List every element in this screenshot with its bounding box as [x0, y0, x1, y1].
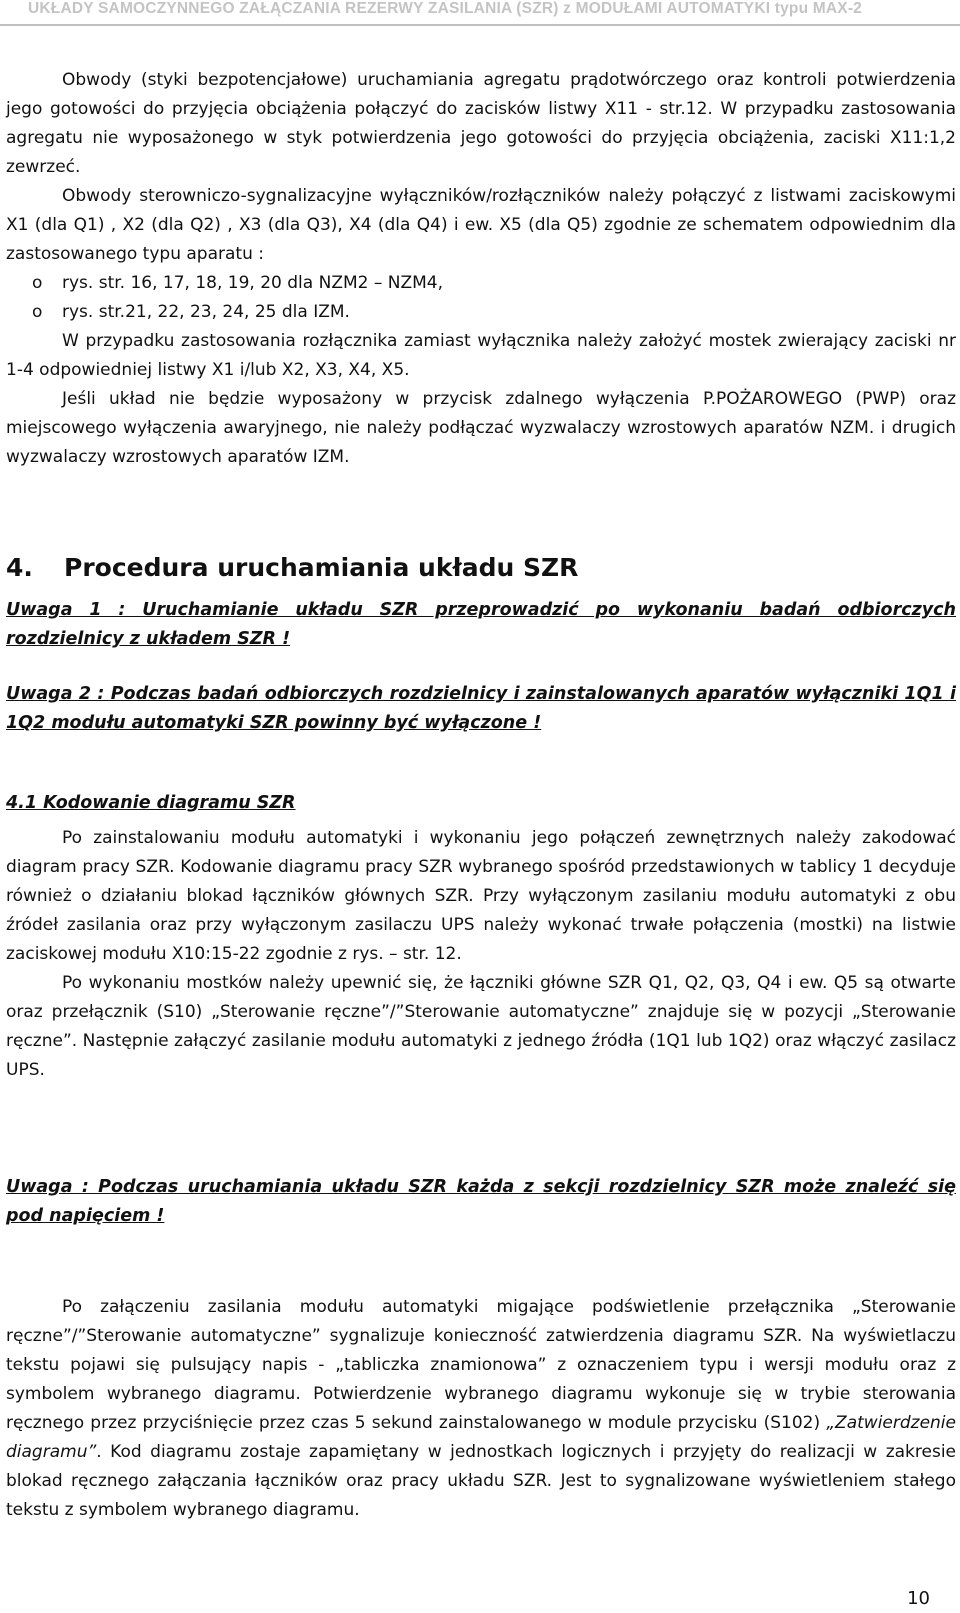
- bullet-marker: o: [32, 273, 43, 293]
- list-item: [6, 269, 956, 298]
- paragraph-text: Po załączeniu zasilania modułu automatyki migające podświetlenie przełącznika „Sterowanie ręczne”/”Sterowanie automatyczne” sygnalizuje konieczność zatwierdzenia diagramu SZR. Na wyświetlaczu tekstu pojawi się pulsujący napis - „tabliczka znamionowa” z oznaczeniem typu i wersji modułu oraz z symbolem wybranego diagramu. Potwierdzenie wybranego diagramu wykonuje się w trybie sterowania ręcznego przez przyciśnięcie przez czas 5 sekund zainstalowanego w module przycisku (S102): [6, 1297, 956, 1433]
- page-header: [0, 0, 960, 26]
- document-body: [6, 66, 956, 1525]
- paragraph-control-circuits: Obwody sterowniczo-sygnalizacyjne wyłączników/rozłączników należy połączyć z listwami zaciskowymi X1 (dla Q1) , X2 (dla Q2) , X3 (dla Q3), X4 (dla Q4) i ew. X5 (dla Q5) zgodnie ze schematem odpowiednim dla zastosowanego typu aparatu :: [6, 186, 956, 264]
- list-item-text: rys. str. 16, 17, 18, 19, 20 dla NZM2 – NZM4,: [62, 273, 444, 293]
- bullet-marker: o: [32, 302, 43, 322]
- section-number: 4.: [6, 553, 33, 582]
- paragraph-after-bridges: Po wykonaniu mostków należy upewnić się, że łączniki główne SZR Q1, Q2, Q3, Q4 i ew. Q5 są otwarte oraz przełącznik (S10) „Sterowanie ręczne”/”Sterowanie automatyczne” znajduje się w pozycji „Sterowanie ręczne”. Następnie załączyć zasilanie modułu automatyki z jednego źródła (1Q1 lub 1Q2) oraz włączyć zasilacz UPS.: [6, 973, 956, 1080]
- paragraph-text: . Kod diagramu zostaje zapamiętany w jednostkach logicznych i przyjęty do realizacji w zakresie blokad ręcznego załączania łączników oraz pracy układu SZR. Jest to sygnalizowane wyświetleniem stałego tekstu z symbolem wybranego diagramu.: [6, 1442, 956, 1520]
- warning-note-2: Uwaga 2 : Podczas badań odbiorczych rozdzielnicy i zainstalowanych aparatów wyłączniki 1Q1 i 1Q2 modułu automatyki SZR powinny być wyłączone !: [6, 684, 956, 733]
- paragraph-generator-circuits: Obwody (styki bezpotencjałowe) uruchamiania agregatu prądotwórczego oraz kontroli potwierdzenia jego gotowości do przyjęcia obciążenia połączyć do zacisków listwy X11 - str.12. W przypadku zastosowania agregatu nie wyposażonego w styk potwierdzenia jego gotowości do przyjęcia obciążenia, zaciski X11:1,2 zewrzeć.: [6, 70, 956, 177]
- paragraph-diagram-coding: Po zainstalowaniu modułu automatyki i wykonaniu jego połączeń zewnętrznych należy zakodować diagram pracy SZR. Kodowanie diagramu pracy SZR wybranego spośród przedstawionych w tablicy 1 decyduje również o działaniu blokad łączników głównych SZR. Przy wyłączonym zasilaniu modułu automatyki z obu źródeł zasilania oraz przy wyłączonym zasilaczu UPS należy wykonać trwałe połączenia (mostki) na listwie zaciskowej modułu X10:15-22 zgodnie z rys. – str. 12.: [6, 828, 956, 964]
- list-item-text: rys. str.21, 22, 23, 24, 25 dla IZM.: [62, 302, 350, 322]
- paragraph-diagram-confirm: [6, 1293, 956, 1525]
- section-title: Procedura uruchamiania układu SZR: [64, 553, 579, 582]
- warning-note-live: Uwaga : Podczas uruchamiania układu SZR każda z sekcji rozdzielnicy SZR może znaleźć się pod napięciem !: [6, 1177, 956, 1226]
- section-heading: [6, 550, 956, 586]
- header-title: UKŁADY SAMOCZYNNEGO ZAŁĄCZANIA REZERWY ZASILANIA (SZR) z MODUŁAMI AUTOMATYKI typu MAX-2: [28, 0, 862, 17]
- page-number: 10: [907, 1588, 930, 1609]
- warning-note-1: Uwaga 1 : Uruchamianie układu SZR przeprowadzić po wykonaniu badań odbiorczych rozdzielnicy z układem SZR !: [6, 600, 956, 649]
- list-item: [6, 298, 956, 327]
- paragraph-fire-switch: Jeśli układ nie będzie wyposażony w przycisk zdalnego wyłączenia P.POŻAROWEGO (PWP) oraz miejscowego wyłączenia awaryjnego, nie należy podłączać wyzwalaczy wzrostowych aparatów NZM. i drugich wyzwalaczy wzrostowych aparatów IZM.: [6, 389, 956, 467]
- paragraph-disconnector-bridge: W przypadku zastosowania rozłącznika zamiast wyłącznika należy założyć mostek zwierający zaciski nr 1-4 odpowiedniej listwy X1 i/lub X2, X3, X4, X5.: [6, 331, 956, 380]
- figure-reference-list: [6, 269, 956, 327]
- subsection-heading: 4.1 Kodowanie diagramu SZR: [6, 793, 296, 813]
- button-name-text: „Zatwierdzenie diagramu”: [6, 1413, 956, 1462]
